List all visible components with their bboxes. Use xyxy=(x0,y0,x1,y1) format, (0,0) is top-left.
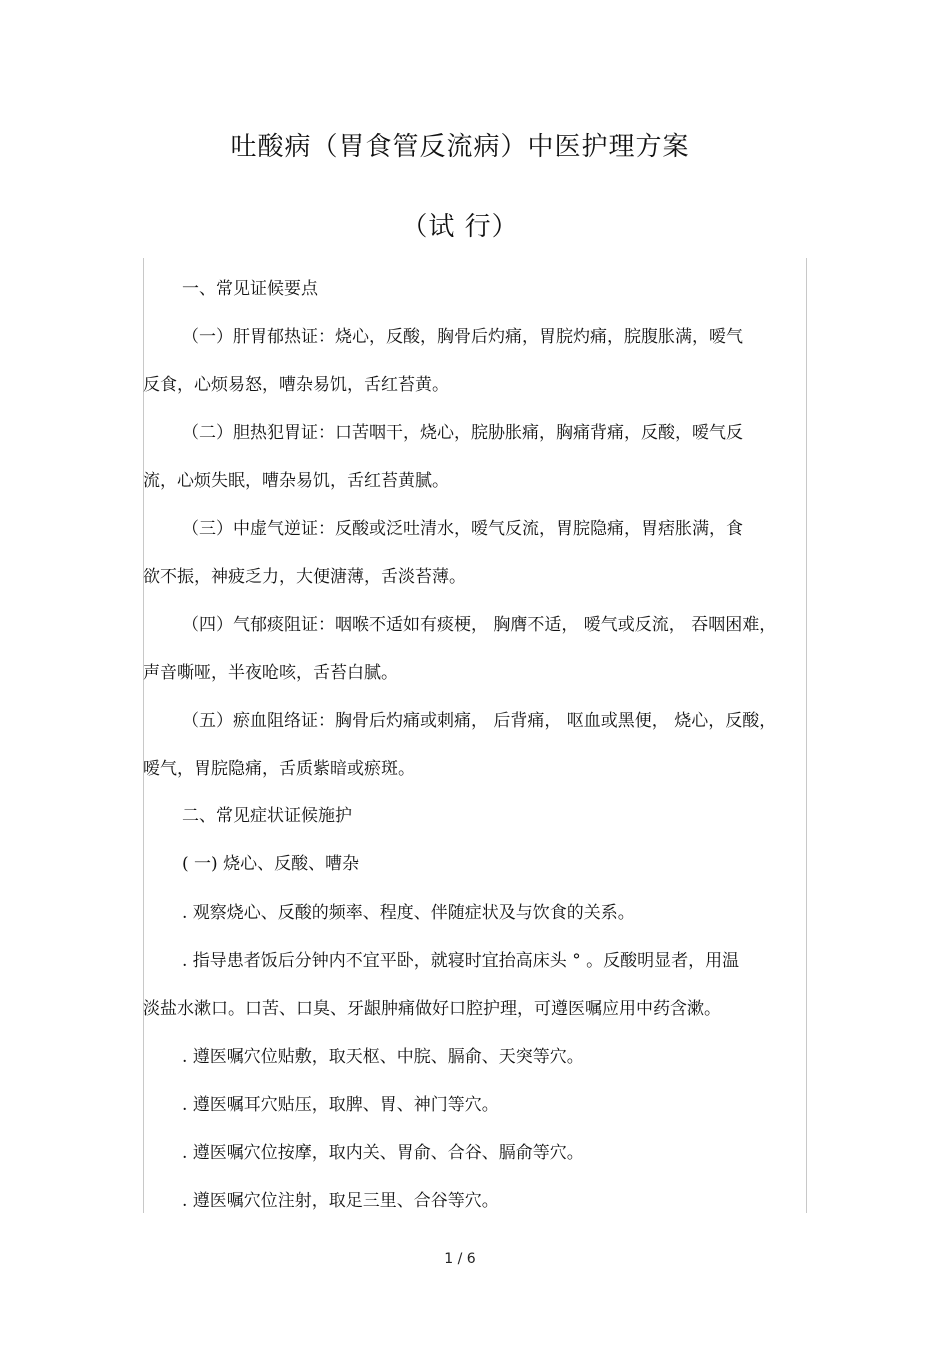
subsection-heading: ( 一) 烧心、反酸、嘈杂 xyxy=(182,854,360,874)
list-item: . 指导患者饭后分钟内不宜平卧，就寝时宜抬高床头 ° 。反酸明显者，用温 xyxy=(182,951,740,971)
left-margin-rule xyxy=(143,258,144,1213)
document-title: 吐酸病（胃食管反流病）中医护理方案 xyxy=(230,132,690,162)
paragraph-line: （二）胆热犯胃证：口苦咽干，烧心，脘胁胀痛，胸痛背痛，反酸，嗳气反 xyxy=(182,423,743,443)
document-subtitle: （试 行） xyxy=(401,212,519,242)
paragraph-line: 欲不振，神疲乏力，大便溏薄，舌淡苔薄。 xyxy=(143,567,466,587)
list-item: . 遵医嘱耳穴贴压，取脾、胃、神门等穴。 xyxy=(182,1095,499,1115)
list-item: . 遵医嘱穴位按摩，取内关、胃俞、合谷、膈俞等穴。 xyxy=(182,1143,584,1163)
paragraph-line: （五）瘀血阻络证：胸骨后灼痛或刺痛， 后背痛， 呕血或黑便， 烧心，反酸， xyxy=(182,711,777,731)
list-item: . 遵医嘱穴位贴敷，取天枢、中脘、膈俞、天突等穴。 xyxy=(182,1047,584,1067)
list-item: . 遵医嘱穴位注射，取足三里、合谷等穴。 xyxy=(182,1191,499,1211)
paragraph-line: 反食，心烦易怒，嘈杂易饥，舌红苔黄。 xyxy=(143,375,449,395)
paragraph-line: 淡盐水漱口。口苦、口臭、牙龈肿痛做好口腔护理，可遵医嘱应用中药含漱。 xyxy=(143,999,721,1019)
paragraph-line: （三）中虚气逆证：反酸或泛吐清水，嗳气反流，胃脘隐痛，胃痞胀满，食 xyxy=(182,519,743,539)
list-item: . 观察烧心、反酸的频率、程度、伴随症状及与饮食的关系。 xyxy=(182,903,635,923)
section-heading-2: 二、常见症状证候施护 xyxy=(182,806,352,826)
paragraph-line: 嗳气，胃脘隐痛，舌质紫暗或瘀斑。 xyxy=(143,759,415,779)
paragraph-line: 声音嘶哑，半夜呛咳，舌苔白腻。 xyxy=(143,663,398,683)
paragraph-line: （四）气郁痰阻证：咽喉不适如有痰梗， 胸膺不适， 嗳气或反流， 吞咽困难， xyxy=(182,615,777,635)
section-heading-1: 一、常见证候要点 xyxy=(182,279,318,299)
page-number: 1 / 6 xyxy=(444,1251,476,1267)
right-margin-rule xyxy=(806,258,807,1213)
paragraph-line: 流，心烦失眠，嘈杂易饥，舌红苔黄腻。 xyxy=(143,471,449,491)
paragraph-line: （一）肝胃郁热证：烧心，反酸，胸骨后灼痛，胃脘灼痛，脘腹胀满，嗳气 xyxy=(182,327,743,347)
